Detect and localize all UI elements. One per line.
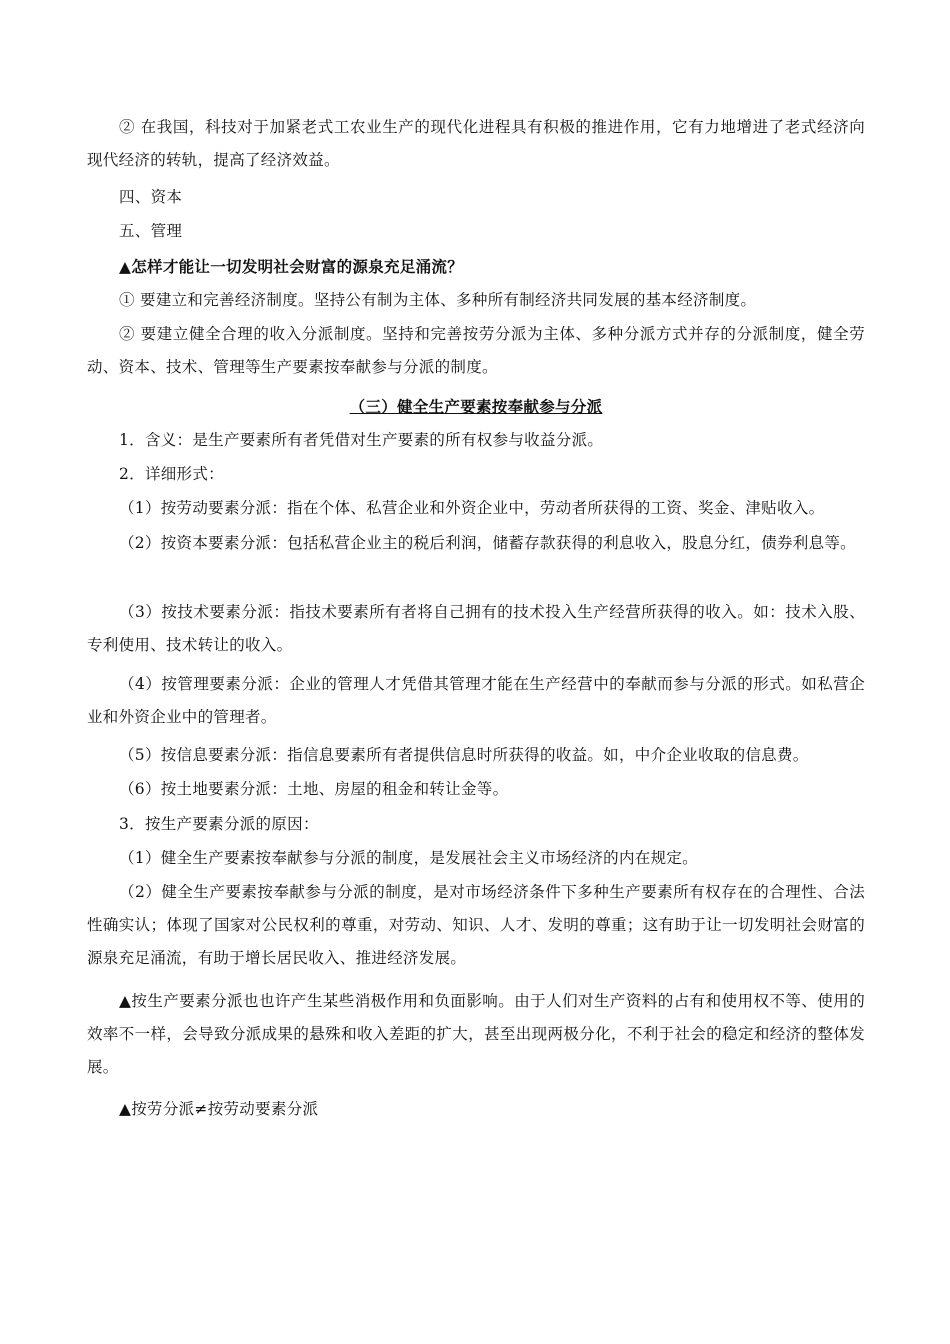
answer-economic-system: ① 要建立和完善经济制度。坚持公有制为主体、多种所有制经济共同发展的基本经济制度。 [119,291,757,309]
section-heading: （三）健全生产要素按奉献参与分派 [349,397,603,416]
item-management: 五、管理 [119,222,183,240]
definition: 1．含义：是生产要素所有者凭借对生产要素的所有权参与收益分派。 [119,431,604,449]
form-land: （6）按土地要素分派：土地、房屋的租金和转让金等。 [119,780,509,798]
reason-2: （2）健全生产要素按奉献参与分派的制度，是对市场经济条件下多种生产要素所有权存在的合理性、合法性确实认；体现了国家对公民权利的尊重，对劳动、知识、人才、发明的尊重；这有助于让一切发明社会财富的源泉充足涌流，有助于增长居民收入、推进经济发展。 [87,883,865,967]
answer-income-distribution: ② 要建立健全合理的收入分派制度。坚持和完善按劳分派为主体、多种分派方式并存的分派制度，健全劳动、资本、技术、管理等生产要素按奉献参与分派的制度。 [87,325,865,376]
reason-1: （1）健全生产要素按奉献参与分派的制度，是发展社会主义市场经济的内在规定。 [119,849,698,867]
question-heading: ▲怎样才能让一切发明社会财富的源泉充足涌流？ [119,257,464,276]
forms-heading: 2．详细形式： [119,465,224,483]
reasons-heading: 3．按生产要素分派的原因： [119,815,319,833]
form-labor: （1）按劳动要素分派：指在个体、私营企业和外资企业中，劳动者所获得的工资、奖金、津贴收入。 [119,499,825,517]
form-management: （4）按管理要素分派：企业的管理人才凭借其管理才能在生产经营中的奉献而参与分派的形式。如私营企业和外资企业中的管理者。 [87,675,865,726]
form-capital: （2）按资本要素分派：包括私营企业主的税后利润，储蓄存款获得的利息收入，股息分红，债券利息等。 [119,534,856,552]
negative-effects: ▲按生产要素分派也也许产生某些消极作用和负面影响。由于人们对生产资料的占有和使用权不等、使用的效率不一样，会导致分派成果的悬殊和收入差距的扩大，甚至出现两极分化，不利于社会的稳定和经济的整体发展。 [87,992,865,1076]
form-technology: （3）按技术要素分派：指技术要素所有者将自己拥有的技术投入生产经营所获得的收入。如：技术入股、专利使用、技术转让的收入。 [87,603,865,654]
paragraph-tech-transition: ② 在我国，科技对于加紧老式工农业生产的现代化进程具有积极的推进作用，它有力地增进了老式经济向现代经济的转轨，提高了经济效益。 [87,118,865,169]
form-information: （5）按信息要素分派：指信息要素所有者提供信息时所获得的收益。如，中介企业收取的信息费。 [119,746,809,764]
item-capital: 四、资本 [119,188,183,206]
distinction-note: ▲按劳分派≠按劳动要素分派 [119,1100,319,1118]
